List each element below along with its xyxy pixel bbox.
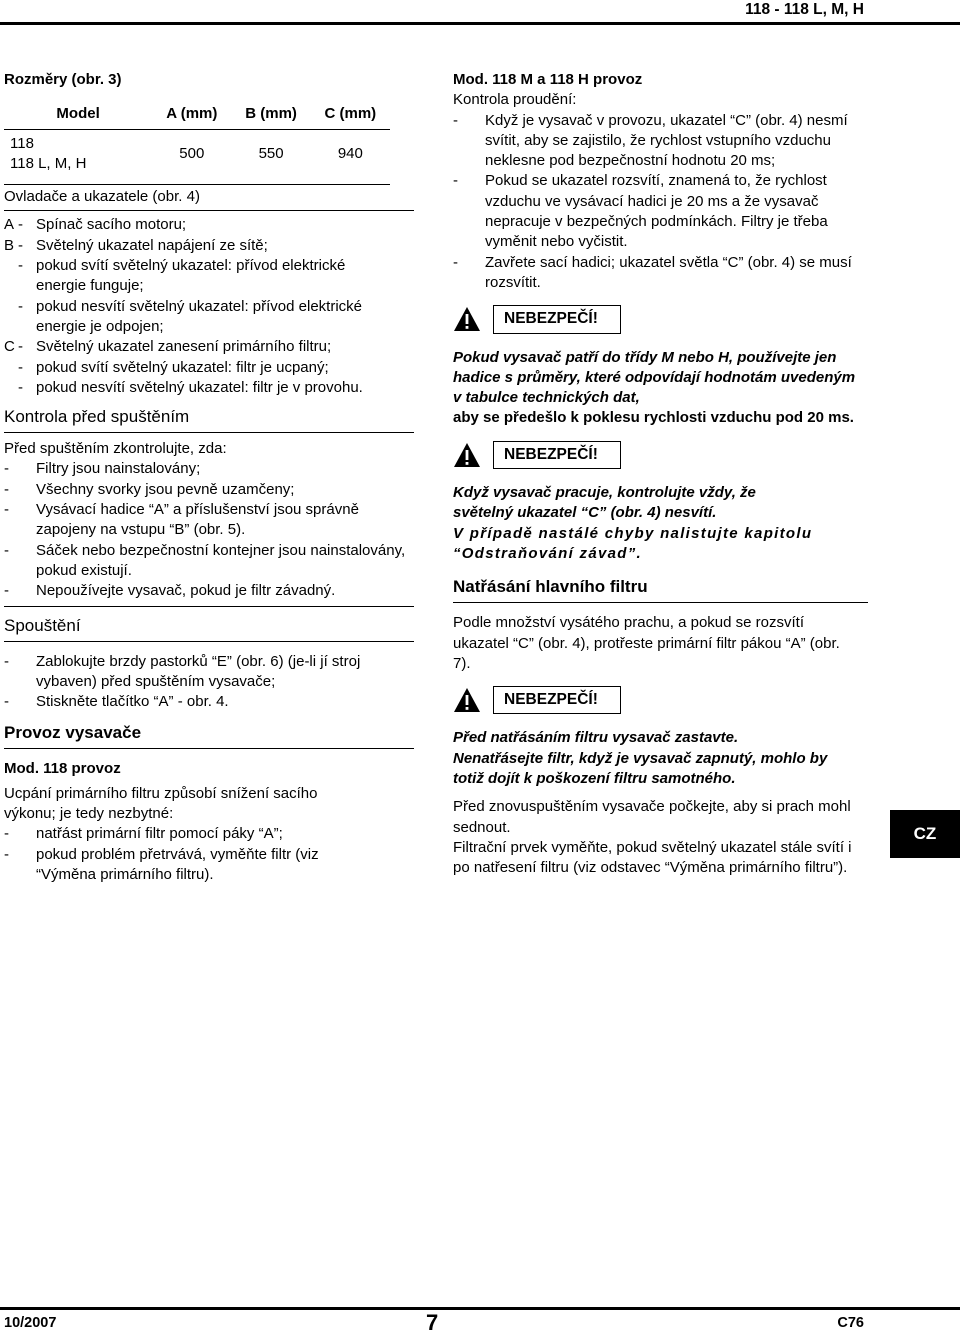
shake-text: Podle množství vysátého prachu, a pokud se rozsvítí ukazatel “C” (obr. 4), protřeste primární filtr pákou “A” (obr. 7). [453,614,840,672]
table-bottom-rule [4,184,390,185]
controls-list [4,215,418,398]
list-item [4,236,418,256]
item-text: pokud svítí světelný ukazatel: přívod elektrické energie funguje; [36,257,346,295]
danger2-text: Když vysavač pracuje, kontrolujte vždy, že světelný ukazatel “C” (obr. 4) nesvítí. [453,484,756,522]
list-subitem [4,297,418,338]
list-item [453,111,863,172]
item-text: Spínač sacího motoru; [36,216,187,234]
model-line: 118 L, M, H [10,154,87,172]
list-item [4,215,418,235]
mod-mh-heading: Mod. 118 M a 118 H provoz [453,71,643,88]
left-column [4,70,418,885]
spacer [4,378,18,398]
item-text: natřást primární filtr pomocí páky “A”; [36,825,283,843]
item-text: Filtry jsou nainstalovány; [36,460,201,478]
item-dash: - [4,480,9,498]
language-tab: CZ [890,810,960,858]
after-text-1: Před znovuspuštěním vysavače počkejte, aby si prach mohl sednout. [453,798,851,836]
list-subitem [4,358,418,378]
item-dash: - [4,652,9,670]
danger-label: NEBEZPEČÍ! [493,686,621,714]
mod118-heading: Mod. 118 provoz [4,760,121,778]
item-text: pokud problém přetrvává, vyměňte filtr (viz “Výměna primárního filtru). [36,845,319,883]
danger-notice [453,686,868,714]
item-dash: - [18,358,23,376]
list-item [4,459,414,479]
danger3-text: Před natřásáním filtru vysavač zastavte. [453,729,739,747]
danger1-text: Pokud vysavač patří do třídy M nebo H, používejte jen hadice s průměry, které odpovídají hodnotám uvedeným v tabulce technických dat, [453,348,856,407]
item-text: Zavřete sací hadici; ukazatel světla “C” (obr. 4) se musí rozsvítit. [485,253,852,291]
item-text: Nepoužívejte vysavač, pokud je filtr závadný. [36,582,336,600]
danger-notice [453,305,868,333]
shake-heading: Natřásání hlavního filtru [453,576,868,603]
list-item [4,845,374,886]
table-header: C (mm) [311,100,390,129]
list-subitem [4,256,418,297]
running-header: 118 - 118 L, M, H [745,1,864,18]
item-text: Všechny svorky jsou pevně uzamčeny; [36,480,295,498]
spacer [4,256,18,297]
item-text: pokud svítí světelný ukazatel: filtr je ucpaný; [36,358,329,376]
item-text: Stiskněte tlačítko “A” - obr. 4. [36,693,229,711]
list-item [4,581,414,601]
start-heading: Spouštění [4,615,414,642]
item-dash: - [18,257,23,275]
table-cell: 940 [337,144,363,162]
danger-label: NEBEZPEČÍ! [493,305,621,333]
mod118-text: Ucpání primárního filtru způsobí snížení sacího výkonu; je tedy nezbytné: [4,784,318,823]
item-text: Světelný ukazatel zanesení primárního filtru; [36,338,332,356]
list-item [4,652,404,693]
item-dash: - [18,236,23,254]
dimensions-table [4,100,390,178]
item-letter: B [4,236,15,254]
item-dash: - [4,541,9,559]
item-dash: - [4,825,9,843]
list-subitem [4,378,418,398]
footer-code: C76 [837,1315,864,1331]
list-item [453,171,863,252]
list-item [4,824,374,844]
item-dash: - [18,378,23,396]
list-item [4,692,404,712]
footer-rule [0,1307,960,1310]
operation-heading: Provoz vysavače [4,722,414,749]
controls-heading: Ovladače a ukazatele (obr. 4) [4,187,414,211]
table-cell: 500 [179,144,205,162]
item-text: Zablokujte brzdy pastorků “E” (obr. 6) (je-li jí stroj vybaven) před spuštěním vysavače; [36,652,361,690]
table-cell-model [4,129,152,178]
list-item [4,500,414,541]
check-list [4,459,414,606]
item-dash: - [18,338,23,356]
mod118-list [4,824,374,885]
item-text: Sáček nebo bezpečnostní kontejner jsou nainstalovány, pokud existují. [36,541,406,579]
danger-notice [453,441,868,469]
list-item [4,541,414,582]
list-item [4,337,418,357]
item-dash: - [18,216,23,234]
item-dash: - [4,693,9,711]
after-text-2: Filtrační prvek vyměňte, pokud světelný ukazatel stále svítí i po natřesení filtru (viz odstavec “Výměna primárního filtru”). [453,838,852,877]
right-column [453,70,868,879]
item-dash: - [18,297,23,315]
check-heading: Kontrola před spuštěním [4,406,414,433]
item-dash: - [4,501,9,519]
danger3-text-2: Nenatřásejte filtr, když je vysavač zapnutý, mohlo by totiž dojít k poškození filtru samotného. [453,749,828,788]
table-cell: 550 [258,144,284,162]
item-text: Pokud se ukazatel rozsvítí, znamená to, že rychlost vzduchu ve vysávací hadici je 20 ms a že vysavač nepracuje v bezpečných podmínkách. Filtry je třeba vyměnit nebo vyčistit. [485,172,828,251]
item-dash: - [453,172,458,190]
footer-date: 10/2007 [4,1315,57,1331]
table-header-row [4,100,390,129]
item-letter: A [4,216,15,234]
item-dash: - [4,845,9,863]
start-list [4,652,404,713]
check-intro: Před spuštěním zkontrolujte, zda: [4,440,227,458]
list-item [453,253,863,294]
item-text: Světelný ukazatel napájení ze sítě; [36,236,268,254]
table-header: A (mm) [152,100,231,129]
list-item [4,480,414,500]
dimensions-heading: Rozměry (obr. 3) [4,71,122,88]
table-header: Model [4,100,152,129]
table-row [4,129,390,178]
danger2-text-2: V případě nastálé chyby nalistujte kapitolu “Odstraňování závad”. [453,524,813,562]
item-dash: - [453,111,458,129]
danger-label: NEBEZPEČÍ! [493,441,621,469]
spacer [4,297,18,338]
flow-list [453,111,863,294]
spacer [4,358,18,378]
flow-label: Kontrola proudění: [453,91,577,109]
warning-icon [453,306,481,332]
item-dash: - [453,253,458,271]
table-header: B (mm) [231,100,310,129]
item-text: Vysávací hadice “A” a příslušenství jsou správně zapojeny na vstupu “B” (obr. 5). [36,501,359,539]
item-text: pokud nesvítí světelný ukazatel: přívod elektrické energie je odpojen; [36,297,363,335]
item-text: Když je vysavač v provozu, ukazatel “C” (obr. 4) nesmí svítit, aby se zajistilo, že rychlost vstupního vzduchu neklesne pod bezpečnostní hodnotu 20 ms; [485,111,848,170]
page-number: 7 [426,1310,439,1335]
warning-icon [453,442,481,468]
header-rule [0,22,960,25]
item-dash: - [4,460,9,478]
item-letter: C [4,338,15,356]
model-line: 118 [10,134,34,152]
item-dash: - [4,582,9,600]
warning-icon [453,687,481,713]
item-text: pokud nesvítí světelný ukazatel: filtr je v provohu. [36,378,363,396]
danger1-text-2: aby se předešlo k poklesu rychlosti vzduchu pod 20 ms. [453,409,854,427]
